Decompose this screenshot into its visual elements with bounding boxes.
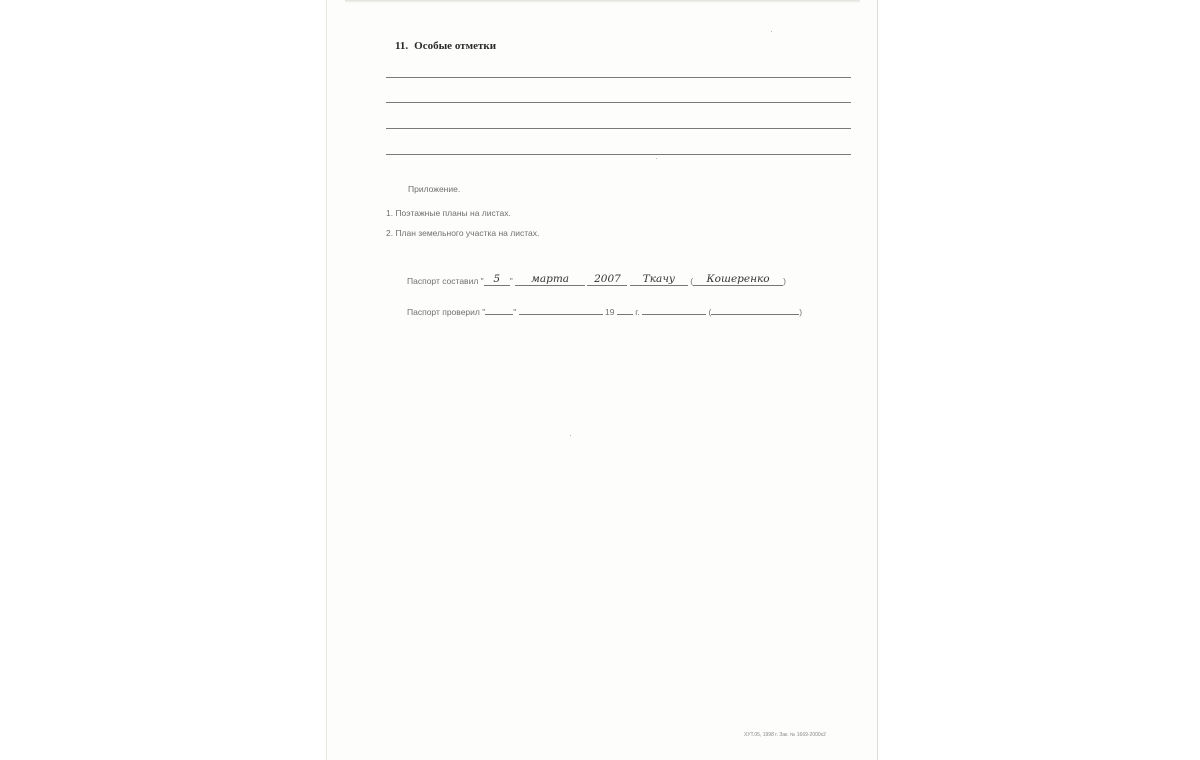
- page-top-edge: [345, 0, 860, 3]
- checked-year-prefix: 19: [605, 307, 615, 317]
- compiled-year-field: [587, 275, 627, 286]
- compiled-name: Кошеренко: [706, 273, 770, 285]
- notes-line: [386, 154, 851, 155]
- paper-speck: [656, 158, 657, 159]
- document-page: [326, 0, 878, 760]
- checked-signature-field: [642, 304, 706, 315]
- compiled-label: Паспорт составил: [407, 276, 479, 286]
- section-number: 11.: [395, 40, 409, 52]
- checked-label: Паспорт проверил: [407, 307, 480, 317]
- checked-month-field: [519, 304, 603, 315]
- appendix-heading: Приложение.: [408, 184, 461, 194]
- compiled-day-field: [484, 275, 510, 286]
- compiled-day: 5: [493, 273, 501, 285]
- notes-line: [386, 128, 851, 129]
- checked-row: Паспорт проверил " " 19 г. ( ): [407, 304, 802, 317]
- notes-line: [386, 102, 851, 103]
- section-heading: [395, 40, 496, 52]
- checked-day-field: [485, 304, 513, 315]
- compiled-year: 2007: [594, 273, 621, 285]
- compiled-signature: Ткачу: [642, 273, 675, 285]
- compiled-month: марта: [531, 273, 570, 285]
- compiled-month-field: [515, 275, 585, 286]
- paper-speck: [570, 435, 571, 436]
- print-footer: ХУТ.05, 1998 г. Зак. № 1669-2000х2: [744, 732, 826, 738]
- compiled-row: Паспорт составил " 5 " марта 2007 Ткачу ( Кошеренко ): [407, 273, 786, 286]
- notes-line: [386, 77, 851, 78]
- compiled-signature-field: [630, 275, 688, 286]
- appendix-item: 2. План земельного участка на листах.: [386, 228, 540, 238]
- paper-speck: [771, 31, 772, 32]
- compiled-name-field: [693, 275, 783, 286]
- checked-name-field: [711, 304, 799, 315]
- checked-year-field: [617, 304, 633, 315]
- section-title: Особые отметки: [414, 40, 497, 52]
- appendix-item: 1. Поэтажные планы на листах.: [386, 208, 511, 218]
- checked-year-suffix: г.: [635, 307, 640, 317]
